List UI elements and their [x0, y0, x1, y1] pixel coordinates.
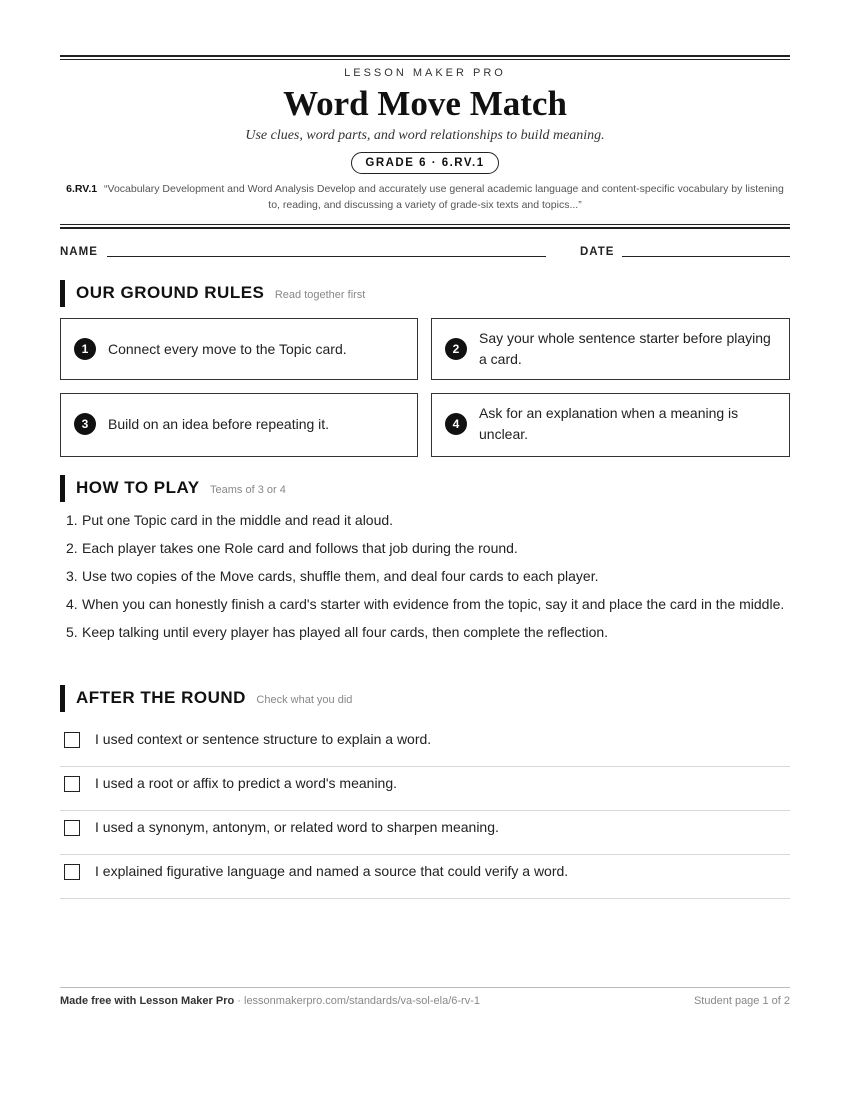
brand-label: LESSON MAKER PRO — [344, 67, 506, 79]
section-bar — [60, 280, 65, 307]
ground-rule-card — [431, 318, 790, 380]
grade-badge-wrap — [60, 152, 790, 174]
section-note: Read together first — [274, 289, 366, 301]
top-rule — [60, 55, 790, 57]
step-number: 4. — [66, 596, 78, 612]
section-title: AFTER THE ROUND — [76, 688, 246, 707]
section-title: HOW TO PLAY — [76, 478, 200, 497]
step-number: 5. — [66, 624, 78, 640]
how-to-play-steps — [60, 510, 790, 650]
rule-text: Say your whole sentence starter before playing a card. — [479, 330, 771, 367]
checkbox[interactable] — [64, 776, 80, 792]
checklist-item — [60, 722, 790, 767]
checklist-text: I used context or sentence structure to explain a word. — [95, 731, 432, 747]
rule-text: Connect every move to the Topic card. — [108, 340, 347, 357]
ground-rule-card — [60, 318, 418, 380]
section-title: OUR GROUND RULES — [76, 283, 265, 302]
step-text: Put one Topic card in the middle and read it aloud. — [82, 512, 394, 528]
top-rule-thin — [60, 59, 790, 60]
checklist-text: I explained figurative language and named a source that could verify a word. — [95, 863, 569, 879]
step-item — [60, 510, 790, 531]
footer-rule — [60, 987, 790, 988]
grade-badge: GRADE 6 · 6.RV.1 — [351, 152, 498, 174]
rule-number-badge: 2 — [445, 338, 467, 360]
footer-url[interactable]: · lessonmakerpro.com/standards/va-sol-ela/6-rv-1 — [234, 995, 480, 1007]
standard-text: “Vocabulary Development and Word Analysis Develop and accurately use general academic language and content-specific vocabulary by listening to, reading, and discussing a variety of grade-six texts and topics...” — [104, 183, 784, 211]
step-number: 2. — [66, 540, 78, 556]
step-item — [60, 594, 790, 615]
step-item — [60, 538, 790, 559]
checklist-item — [60, 766, 790, 811]
footer-credit — [60, 995, 480, 1007]
standard-description — [60, 181, 790, 213]
checklist-item — [60, 810, 790, 855]
step-number: 1. — [66, 512, 78, 528]
header-bottom-rule-thick — [60, 227, 790, 229]
step-item — [60, 622, 790, 643]
footer-page-number: Student page 1 of 2 — [693, 995, 790, 1007]
checklist-text: I used a root or affix to predict a word's meaning. — [95, 775, 398, 791]
step-text: When you can honestly finish a card's starter with evidence from the topic, say it and place the card in the middle. — [82, 596, 785, 612]
rule-number-badge: 1 — [74, 338, 96, 360]
checklist-item — [60, 854, 790, 899]
checkbox[interactable] — [64, 864, 80, 880]
step-number: 3. — [66, 568, 78, 584]
step-text: Each player takes one Role card and follows that job during the round. — [82, 540, 518, 556]
rule-number-badge: 3 — [74, 413, 96, 435]
step-item — [60, 566, 790, 587]
rule-text: Ask for an explanation when a meaning is unclear. — [479, 405, 739, 442]
date-label: DATE — [580, 246, 615, 258]
section-note: Check what you did — [256, 694, 353, 706]
name-line[interactable] — [107, 256, 546, 257]
ground-rule-card — [60, 393, 418, 457]
ground-rule-card — [431, 393, 790, 457]
rule-text: Build on an idea before repeating it. — [108, 415, 330, 432]
checklist-text: I used a synonym, antonym, or related word to sharpen meaning. — [95, 819, 499, 835]
worksheet-page — [60, 0, 790, 1100]
date-line[interactable] — [622, 256, 790, 257]
page-subtitle: Use clues, word parts, and word relationships to build meaning. — [245, 128, 605, 143]
page-title: Word Move Match — [283, 84, 567, 123]
step-text: Keep talking until every player has played all four cards, then complete the reflection. — [82, 624, 609, 640]
section-bar — [60, 475, 65, 502]
standard-code: 6.RV.1 — [66, 183, 98, 195]
checkbox[interactable] — [64, 732, 80, 748]
step-text: Use two copies of the Move cards, shuffle them, and deal four cards to each player. — [82, 568, 599, 584]
section-note: Teams of 3 or 4 — [210, 484, 286, 496]
header-bottom-rule — [60, 224, 790, 225]
checkbox[interactable] — [64, 820, 80, 836]
name-label: NAME — [60, 246, 98, 258]
rule-number-badge: 4 — [445, 413, 467, 435]
footer-made-with: Made free with Lesson Maker Pro — [60, 995, 235, 1007]
section-bar — [60, 685, 65, 712]
